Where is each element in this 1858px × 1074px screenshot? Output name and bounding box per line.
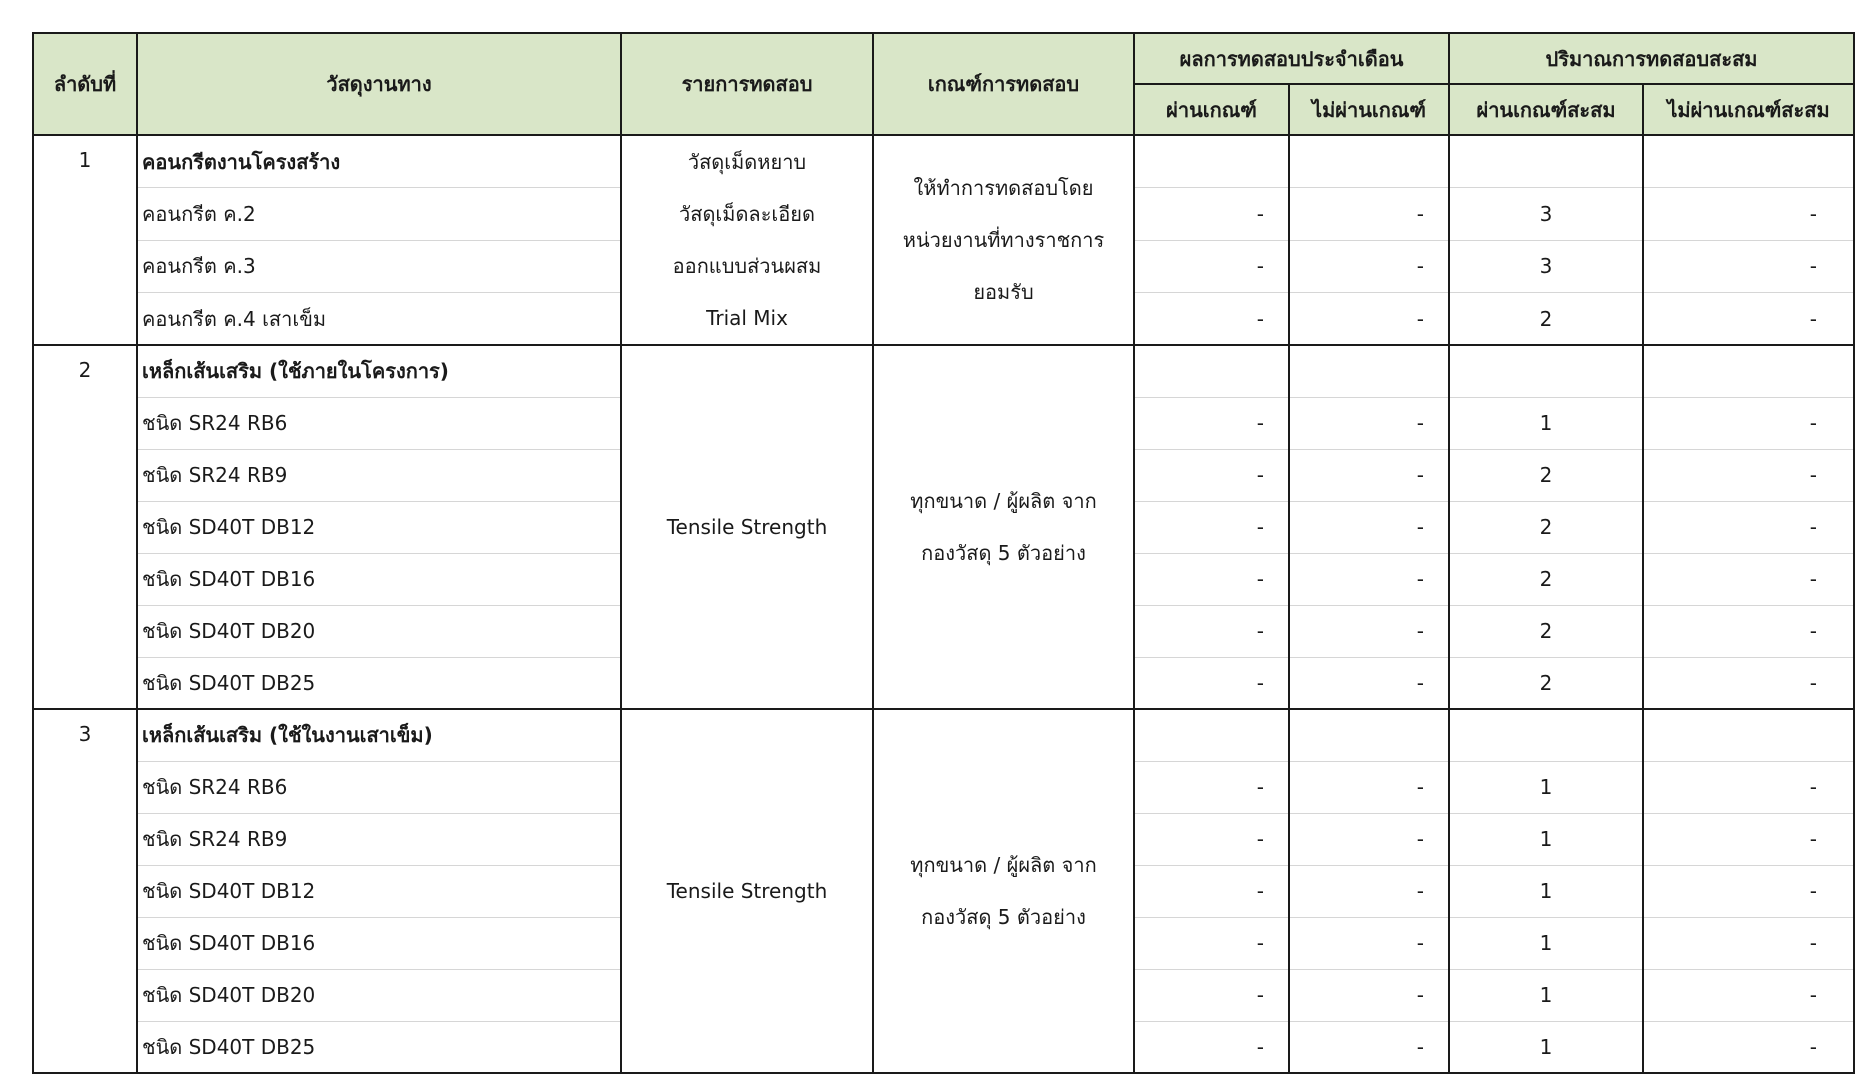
- pass-cell: -: [1134, 917, 1289, 969]
- pass-cell: [1134, 709, 1289, 761]
- criteria-cell: [873, 709, 1134, 1073]
- criteria-line: ยอมรับ: [973, 280, 1034, 304]
- cum-pass-cell: 2: [1449, 605, 1643, 657]
- group-seq: 3: [33, 709, 137, 1073]
- criteria-line: ทุกขนาด / ผู้ผลิต จาก: [910, 489, 1097, 513]
- criteria-cell: [873, 135, 1134, 345]
- material-name: ชนิด SD40T DB12: [137, 501, 621, 553]
- fail-cell: [1289, 135, 1449, 188]
- pass-cell: -: [1134, 397, 1289, 449]
- material-name: คอนกรีต ค.3: [137, 240, 621, 293]
- header-fail: ไม่ผ่านเกณฑ์: [1289, 84, 1449, 135]
- cum-fail-cell: -: [1643, 397, 1854, 449]
- header-cum-fail: ไม่ผ่านเกณฑ์สะสม: [1643, 84, 1854, 135]
- pass-cell: -: [1134, 240, 1289, 293]
- fail-cell: -: [1289, 501, 1449, 553]
- header-cumulative-results: ปริมาณการทดสอบสะสม: [1449, 33, 1854, 84]
- fail-cell: -: [1289, 917, 1449, 969]
- criteria-cell: [873, 345, 1134, 709]
- cum-pass-cell: 2: [1449, 657, 1643, 709]
- material-name: ชนิด SR24 RB9: [137, 813, 621, 865]
- cum-fail-cell: [1643, 709, 1854, 761]
- pass-cell: -: [1134, 449, 1289, 501]
- cum-pass-cell: [1449, 345, 1643, 397]
- pass-cell: -: [1134, 501, 1289, 553]
- pass-cell: -: [1134, 553, 1289, 605]
- group-seq: 2: [33, 345, 137, 709]
- cum-fail-cell: -: [1643, 188, 1854, 241]
- test-item-cell: [621, 345, 873, 709]
- material-name: ชนิด SD40T DB20: [137, 969, 621, 1021]
- pass-cell: -: [1134, 657, 1289, 709]
- group-title-row: [33, 135, 1854, 188]
- fail-cell: [1289, 709, 1449, 761]
- cum-pass-cell: 1: [1449, 761, 1643, 813]
- header-monthly-results: ผลการทดสอบประจำเดือน: [1134, 33, 1449, 84]
- cum-pass-cell: 1: [1449, 1021, 1643, 1073]
- cum-fail-cell: -: [1643, 865, 1854, 917]
- fail-cell: -: [1289, 657, 1449, 709]
- cum-pass-cell: [1449, 135, 1643, 188]
- cum-pass-cell: [1449, 709, 1643, 761]
- cum-pass-cell: 1: [1449, 813, 1643, 865]
- pass-cell: -: [1134, 188, 1289, 241]
- material-name: ชนิด SD40T DB12: [137, 865, 621, 917]
- material-name: ชนิด SR24 RB6: [137, 761, 621, 813]
- fail-cell: -: [1289, 553, 1449, 605]
- criteria-line: หน่วยงานที่ทางราชการ: [902, 228, 1105, 252]
- pass-cell: -: [1134, 969, 1289, 1021]
- cum-fail-cell: -: [1643, 969, 1854, 1021]
- group-seq: 1: [33, 135, 137, 345]
- cum-pass-cell: 2: [1449, 293, 1643, 346]
- material-name: ชนิด SD40T DB20: [137, 605, 621, 657]
- cum-pass-cell: 3: [1449, 240, 1643, 293]
- cum-fail-cell: -: [1643, 813, 1854, 865]
- group-title-row: [33, 345, 1854, 397]
- pass-cell: -: [1134, 865, 1289, 917]
- test-item-line: ออกแบบส่วนผสม: [672, 254, 822, 278]
- material-name: ชนิด SR24 RB6: [137, 397, 621, 449]
- header-pass: ผ่านเกณฑ์: [1134, 84, 1289, 135]
- group-concrete: [33, 135, 1854, 345]
- cum-fail-cell: [1643, 135, 1854, 188]
- cum-pass-cell: 1: [1449, 917, 1643, 969]
- cum-fail-cell: -: [1643, 553, 1854, 605]
- pass-cell: -: [1134, 813, 1289, 865]
- test-item-line: Tensile Strength: [666, 879, 828, 903]
- cum-fail-cell: -: [1643, 1021, 1854, 1073]
- cum-fail-cell: -: [1643, 449, 1854, 501]
- test-item-line: Tensile Strength: [666, 515, 828, 539]
- cum-pass-cell: 1: [1449, 865, 1643, 917]
- cum-pass-cell: 2: [1449, 501, 1643, 553]
- group-title: คอนกรีตงานโครงสร้าง: [137, 135, 621, 188]
- test-item-cell: [621, 135, 873, 345]
- cum-pass-cell: 2: [1449, 449, 1643, 501]
- header-criteria: เกณฑ์การทดสอบ: [873, 33, 1134, 135]
- pass-cell: -: [1134, 1021, 1289, 1073]
- material-name: ชนิด SR24 RB9: [137, 449, 621, 501]
- pass-cell: -: [1134, 761, 1289, 813]
- material-name: ชนิด SD40T DB25: [137, 1021, 621, 1073]
- criteria-line: ให้ทำการทดสอบโดย: [913, 176, 1094, 200]
- cum-fail-cell: -: [1643, 240, 1854, 293]
- test-results-table: [32, 32, 1855, 1074]
- cum-pass-cell: 1: [1449, 969, 1643, 1021]
- table-header: [33, 33, 1854, 135]
- cum-fail-cell: -: [1643, 293, 1854, 346]
- cum-pass-cell: 2: [1449, 553, 1643, 605]
- fail-cell: -: [1289, 605, 1449, 657]
- material-name: คอนกรีต ค.2: [137, 188, 621, 241]
- group-rebar-piles: [33, 709, 1854, 1073]
- cum-pass-cell: 3: [1449, 188, 1643, 241]
- header-seq: ลำดับที่: [33, 33, 137, 135]
- criteria-line: กองวัสดุ 5 ตัวอย่าง: [921, 541, 1086, 565]
- group-rebar-project: [33, 345, 1854, 709]
- group-title-row: [33, 709, 1854, 761]
- pass-cell: -: [1134, 293, 1289, 346]
- header-material: วัสดุงานทาง: [137, 33, 621, 135]
- cum-fail-cell: [1643, 345, 1854, 397]
- pass-cell: [1134, 345, 1289, 397]
- fail-cell: [1289, 345, 1449, 397]
- cum-fail-cell: -: [1643, 605, 1854, 657]
- material-name: ชนิด SD40T DB16: [137, 917, 621, 969]
- fail-cell: -: [1289, 293, 1449, 346]
- fail-cell: -: [1289, 761, 1449, 813]
- fail-cell: -: [1289, 188, 1449, 241]
- material-name: คอนกรีต ค.4 เสาเข็ม: [137, 293, 621, 346]
- fail-cell: -: [1289, 1021, 1449, 1073]
- test-item-cell: [621, 709, 873, 1073]
- pass-cell: -: [1134, 605, 1289, 657]
- fail-cell: -: [1289, 813, 1449, 865]
- criteria-line: ทุกขนาด / ผู้ผลิต จาก: [910, 853, 1097, 877]
- fail-cell: -: [1289, 449, 1449, 501]
- fail-cell: -: [1289, 240, 1449, 293]
- group-title: เหล็กเส้นเสริม (ใช้ภายในโครงการ): [137, 345, 621, 397]
- group-title: เหล็กเส้นเสริม (ใช้ในงานเสาเข็ม): [137, 709, 621, 761]
- header-test-item: รายการทดสอบ: [621, 33, 873, 135]
- pass-cell: [1134, 135, 1289, 188]
- cum-pass-cell: 1: [1449, 397, 1643, 449]
- header-cum-pass: ผ่านเกณฑ์สะสม: [1449, 84, 1643, 135]
- fail-cell: -: [1289, 969, 1449, 1021]
- material-name: ชนิด SD40T DB16: [137, 553, 621, 605]
- cum-fail-cell: -: [1643, 657, 1854, 709]
- cum-fail-cell: -: [1643, 761, 1854, 813]
- material-name: ชนิด SD40T DB25: [137, 657, 621, 709]
- cum-fail-cell: -: [1643, 501, 1854, 553]
- test-item-line: วัสดุเม็ดละเอียด: [679, 202, 815, 226]
- fail-cell: -: [1289, 865, 1449, 917]
- test-item-line: Trial Mix: [706, 306, 788, 330]
- criteria-line: กองวัสดุ 5 ตัวอย่าง: [921, 905, 1086, 929]
- test-item-line: วัสดุเม็ดหยาบ: [687, 150, 807, 174]
- cum-fail-cell: -: [1643, 917, 1854, 969]
- fail-cell: -: [1289, 397, 1449, 449]
